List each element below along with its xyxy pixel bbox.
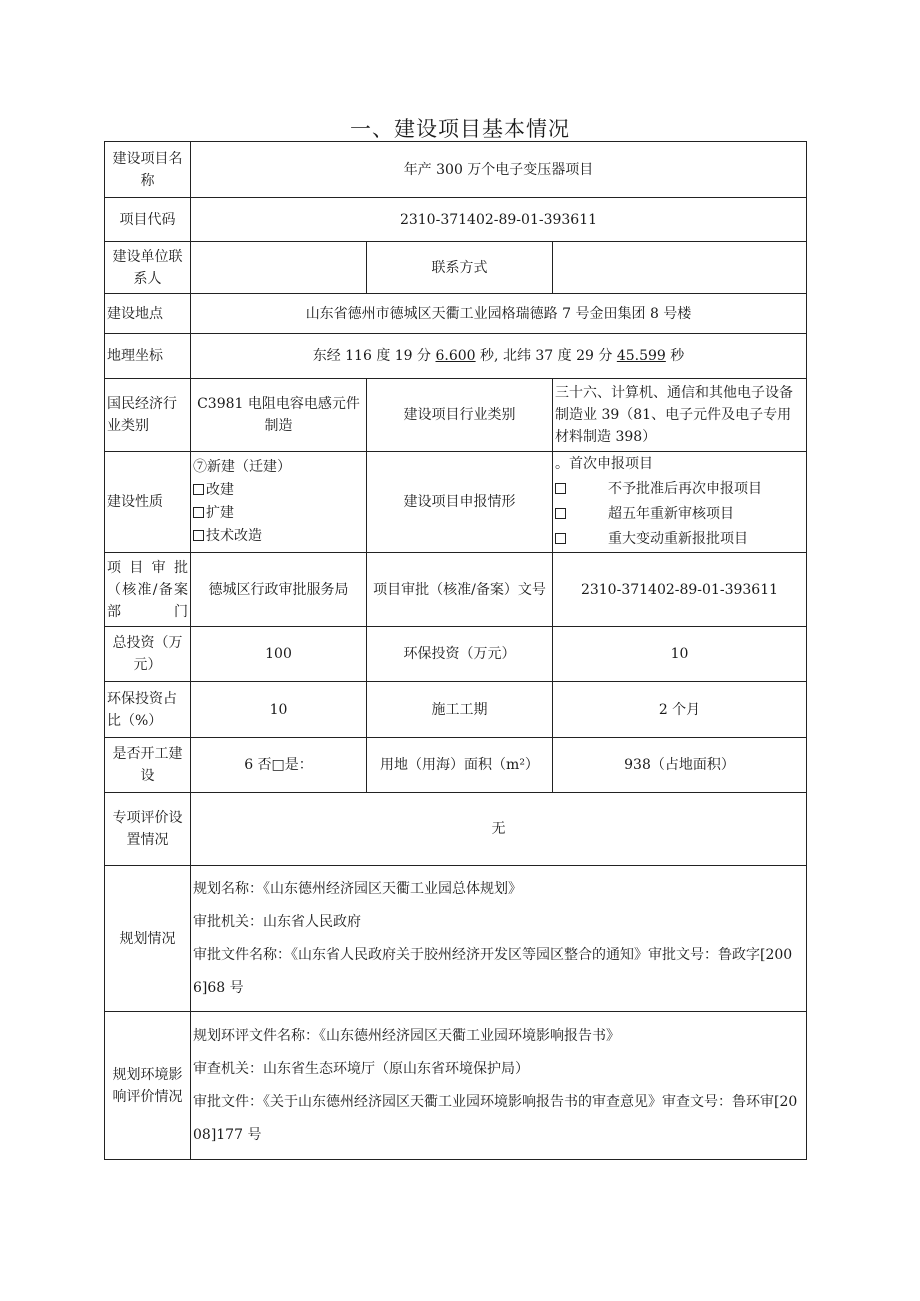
planning-document: 审批文件名称：《山东省人民政府关于胶州经济开发区等园区整合的通知》审批文号：鲁政字[2006]68 号 xyxy=(193,946,793,996)
page-title: 一、建设项目基本情况 xyxy=(350,117,570,141)
value-declare-options xyxy=(553,452,807,553)
row-contact xyxy=(105,242,807,294)
row-planning-eia xyxy=(105,1012,807,1160)
label-area: 用地（用海）面积（m²） xyxy=(367,738,553,793)
value-industry-category: 三十六、计算机、通信和其他电子设备制造业 39（81、电子元件及电子专用材料制造 398） xyxy=(553,379,807,452)
value-started: 6 否□是： xyxy=(191,738,367,793)
row-nature xyxy=(105,452,807,553)
label-nature: 建设性质 xyxy=(105,452,191,553)
label-approval-doc: 项目审批（核准/备案）文号 xyxy=(367,553,553,627)
option-new: ⑦新建（迁建） xyxy=(193,459,291,475)
value-planning xyxy=(191,866,807,1012)
option-expand: 扩建 xyxy=(193,502,364,525)
row-coordinates xyxy=(105,334,807,379)
planning-name: 规划名称：《山东德州经济园区天衢工业园总体规划》 xyxy=(193,880,522,897)
label-planning-eia: 规划环境影响评价情况 xyxy=(105,1012,191,1160)
declare-first: 。首次申报项目 xyxy=(555,456,653,472)
planning-eia-document: 审批文件：《关于山东德州经济园区天衢工业园环境影响报告书的审查意见》审查文号：鲁环审[2008]177 号 xyxy=(193,1093,798,1143)
value-planning-eia xyxy=(191,1012,807,1160)
planning-authority: 审批机关：山东省人民政府 xyxy=(193,913,361,930)
row-started xyxy=(105,738,807,793)
label-contact-method: 联系方式 xyxy=(367,242,553,294)
label-investment: 总投资（万元） xyxy=(105,627,191,682)
planning-eia-authority: 审查机关：山东省生态环境厅（原山东省环境保护局） xyxy=(193,1060,529,1077)
row-investment xyxy=(105,627,807,682)
label-contact-person: 建设单位联系人 xyxy=(105,242,191,294)
value-investment: 100 xyxy=(191,627,367,682)
checkbox-icon xyxy=(193,530,204,541)
value-industry: C3981 电阻电容电感元件制造 xyxy=(191,379,367,452)
checkbox-icon xyxy=(555,533,566,544)
label-env-ratio: 环保投资占比（%） xyxy=(105,682,191,738)
value-area: 938（占地面积） xyxy=(553,738,807,793)
value-env-ratio: 10 xyxy=(191,682,367,738)
label-project-code: 项目代码 xyxy=(105,198,191,242)
project-info-table xyxy=(104,141,807,1160)
value-project-name: 年产 300 万个电子变压器项目 xyxy=(191,142,807,198)
label-env-investment: 环保投资（万元） xyxy=(367,627,553,682)
label-industry: 国民经济行业类别 xyxy=(105,379,191,452)
row-planning xyxy=(105,866,807,1012)
label-industry-category: 建设项目行业类别 xyxy=(367,379,553,452)
value-project-code: 2310-371402-89-01-393611 xyxy=(191,198,807,242)
label-declare: 建设项目申报情形 xyxy=(367,452,553,553)
value-coordinates xyxy=(191,334,807,379)
coord-suffix: 秒 xyxy=(665,348,685,364)
option-tech: 技术改造 xyxy=(193,525,364,548)
option-rebuild: 改建 xyxy=(193,479,364,502)
value-location: 山东省德州市德城区天衢工业园格瑞德路 7 号金田集团 8 号楼 xyxy=(191,294,807,334)
label-period: 施工工期 xyxy=(367,682,553,738)
value-nature-options xyxy=(191,452,367,553)
value-contact-person xyxy=(191,242,367,294)
row-approval xyxy=(105,553,807,627)
declare-five-year: 超五年重新审核项目 xyxy=(555,502,804,527)
checkbox-icon xyxy=(193,507,204,518)
value-env-investment: 10 xyxy=(553,627,807,682)
checkbox-icon xyxy=(193,484,204,495)
checkbox-icon xyxy=(555,483,566,494)
row-location xyxy=(105,294,807,334)
label-location: 建设地点 xyxy=(105,294,191,334)
coord-prefix: 东经 116 度 19 分 xyxy=(312,348,436,364)
value-approval-doc: 2310-371402-89-01-393611 xyxy=(553,553,807,627)
label-project-name: 建设项目名称 xyxy=(105,142,191,198)
checkbox-icon xyxy=(555,508,566,519)
row-project-code xyxy=(105,198,807,242)
label-coordinates: 地理坐标 xyxy=(105,334,191,379)
label-special-eval: 专项评价设置情况 xyxy=(105,793,191,866)
row-industry xyxy=(105,379,807,452)
declare-resubmit: 不予批准后再次申报项目 xyxy=(555,477,804,502)
value-period: 2 个月 xyxy=(553,682,807,738)
label-planning: 规划情况 xyxy=(105,866,191,1012)
row-env-ratio xyxy=(105,682,807,738)
planning-eia-name: 规划环评文件名称：《山东德州经济园区天衢工业园环境影响报告书》 xyxy=(193,1027,620,1044)
label-started: 是否开工建设 xyxy=(105,738,191,793)
declare-major-change: 重大变动重新报批项目 xyxy=(555,527,804,552)
coord-lon-seconds: 6.600 xyxy=(435,348,476,364)
value-contact-method xyxy=(553,242,807,294)
coord-lat-seconds: 45.599 xyxy=(616,348,666,364)
coord-mid: 秒, 北纬 37 度 29 分 xyxy=(475,348,617,364)
row-project-name xyxy=(105,142,807,198)
value-approval: 德城区行政审批服务局 xyxy=(191,553,367,627)
row-special-eval xyxy=(105,793,807,866)
label-approval: 项目审批（核准/备案部门 xyxy=(105,553,191,627)
value-special-eval: 无 xyxy=(191,793,807,866)
